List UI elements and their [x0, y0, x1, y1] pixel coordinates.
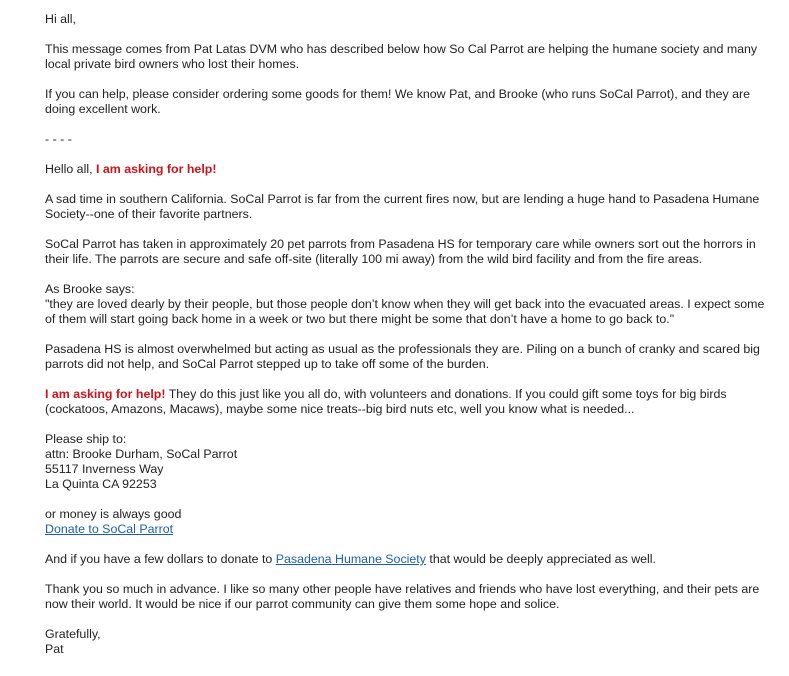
- donate-suffix-text: that would be deeply appreciated as well.: [425, 552, 656, 566]
- asking-help-emphasis: I am asking for help!: [95, 162, 217, 176]
- hello-text: Hello all,: [45, 162, 96, 176]
- brooke-quote: "they are loved dearly by their people, but those people don’t know when they will get back into the evacuated areas. I expect some of them will start going back home in a week or two but there might be some that don’t have a home to go back to.": [45, 297, 765, 326]
- overwhelmed-paragraph: Pasadena HS is almost overwhelmed but acting as usual as the professionals they are. Piling on a bunch of cranky and scared big parrots did not help, and SoCal Parrot stepped up to take off some of the burden.: [45, 342, 760, 371]
- address-line: attn: Brooke Durham, SoCal Parrot: [45, 447, 238, 461]
- brooke-quote-block: [45, 282, 767, 327]
- volunteers-text: They do this just like you all do, with volunteers and donations. If you could gift some toys for big birds (cockatoos, Amazons, Macaws), maybe some nice treats--big bird nuts etc, well you know what is needed...: [45, 387, 727, 416]
- signoff-block: [45, 627, 767, 657]
- fires-paragraph: A sad time in southern California. SoCal Parrot is far from the current fires now, but are lending a huge hand to Pasadena Humane Society--one of their favorite partners.: [45, 192, 760, 221]
- parrots-taken-paragraph: SoCal Parrot has taken in approximately 20 pet parrots from Pasadena HS for temporary care while owners sort out the horrors in their life. The parrots are secure and safe off-site (literally 100 mi away) from the wild bird facility and from the fire areas.: [45, 237, 756, 266]
- hello-paragraph: [45, 162, 767, 177]
- address-line: La Quinta CA 92253: [45, 477, 157, 491]
- ship-to-label: Please ship to:: [45, 432, 127, 446]
- pasadena-humane-society-link[interactable]: Pasadena Humane Society: [275, 552, 426, 566]
- email-body: [45, 12, 767, 672]
- closing: Gratefully,: [45, 627, 101, 641]
- address-line: 55117 Inverness Way: [45, 462, 164, 476]
- shipping-address-block: [45, 432, 767, 492]
- donate-socal-parrot-link[interactable]: Donate to SoCal Parrot: [45, 522, 174, 536]
- money-block: [45, 507, 767, 537]
- signature: Pat: [45, 642, 64, 656]
- request-paragraph: If you can help, please consider ordering some goods for them! We know Pat, and Brooke (who runs SoCal Parrot), and they are doing excellent work.: [45, 87, 751, 116]
- greeting: Hi all,: [45, 12, 76, 26]
- separator: - - - -: [45, 132, 72, 146]
- brooke-says-label: As Brooke says:: [45, 282, 135, 296]
- donate-prefix-text: And if you have a few dollars to donate to: [45, 552, 276, 566]
- humane-donate-paragraph: [45, 552, 767, 567]
- thanks-paragraph: Thank you so much in advance. I like so many other people have relatives and friends who have lost everything, and their pets are now their world. It would be nice if our parrot community can give them some hope and solice.: [45, 582, 760, 611]
- volunteers-paragraph: [45, 387, 767, 417]
- money-good-text: or money is always good: [45, 507, 182, 521]
- intro-paragraph: This message comes from Pat Latas DVM who has described below how So Cal Parrot are helping the humane society and many local private bird owners who lost their homes.: [45, 42, 758, 71]
- asking-help-emphasis-2: I am asking for help!: [45, 387, 166, 401]
